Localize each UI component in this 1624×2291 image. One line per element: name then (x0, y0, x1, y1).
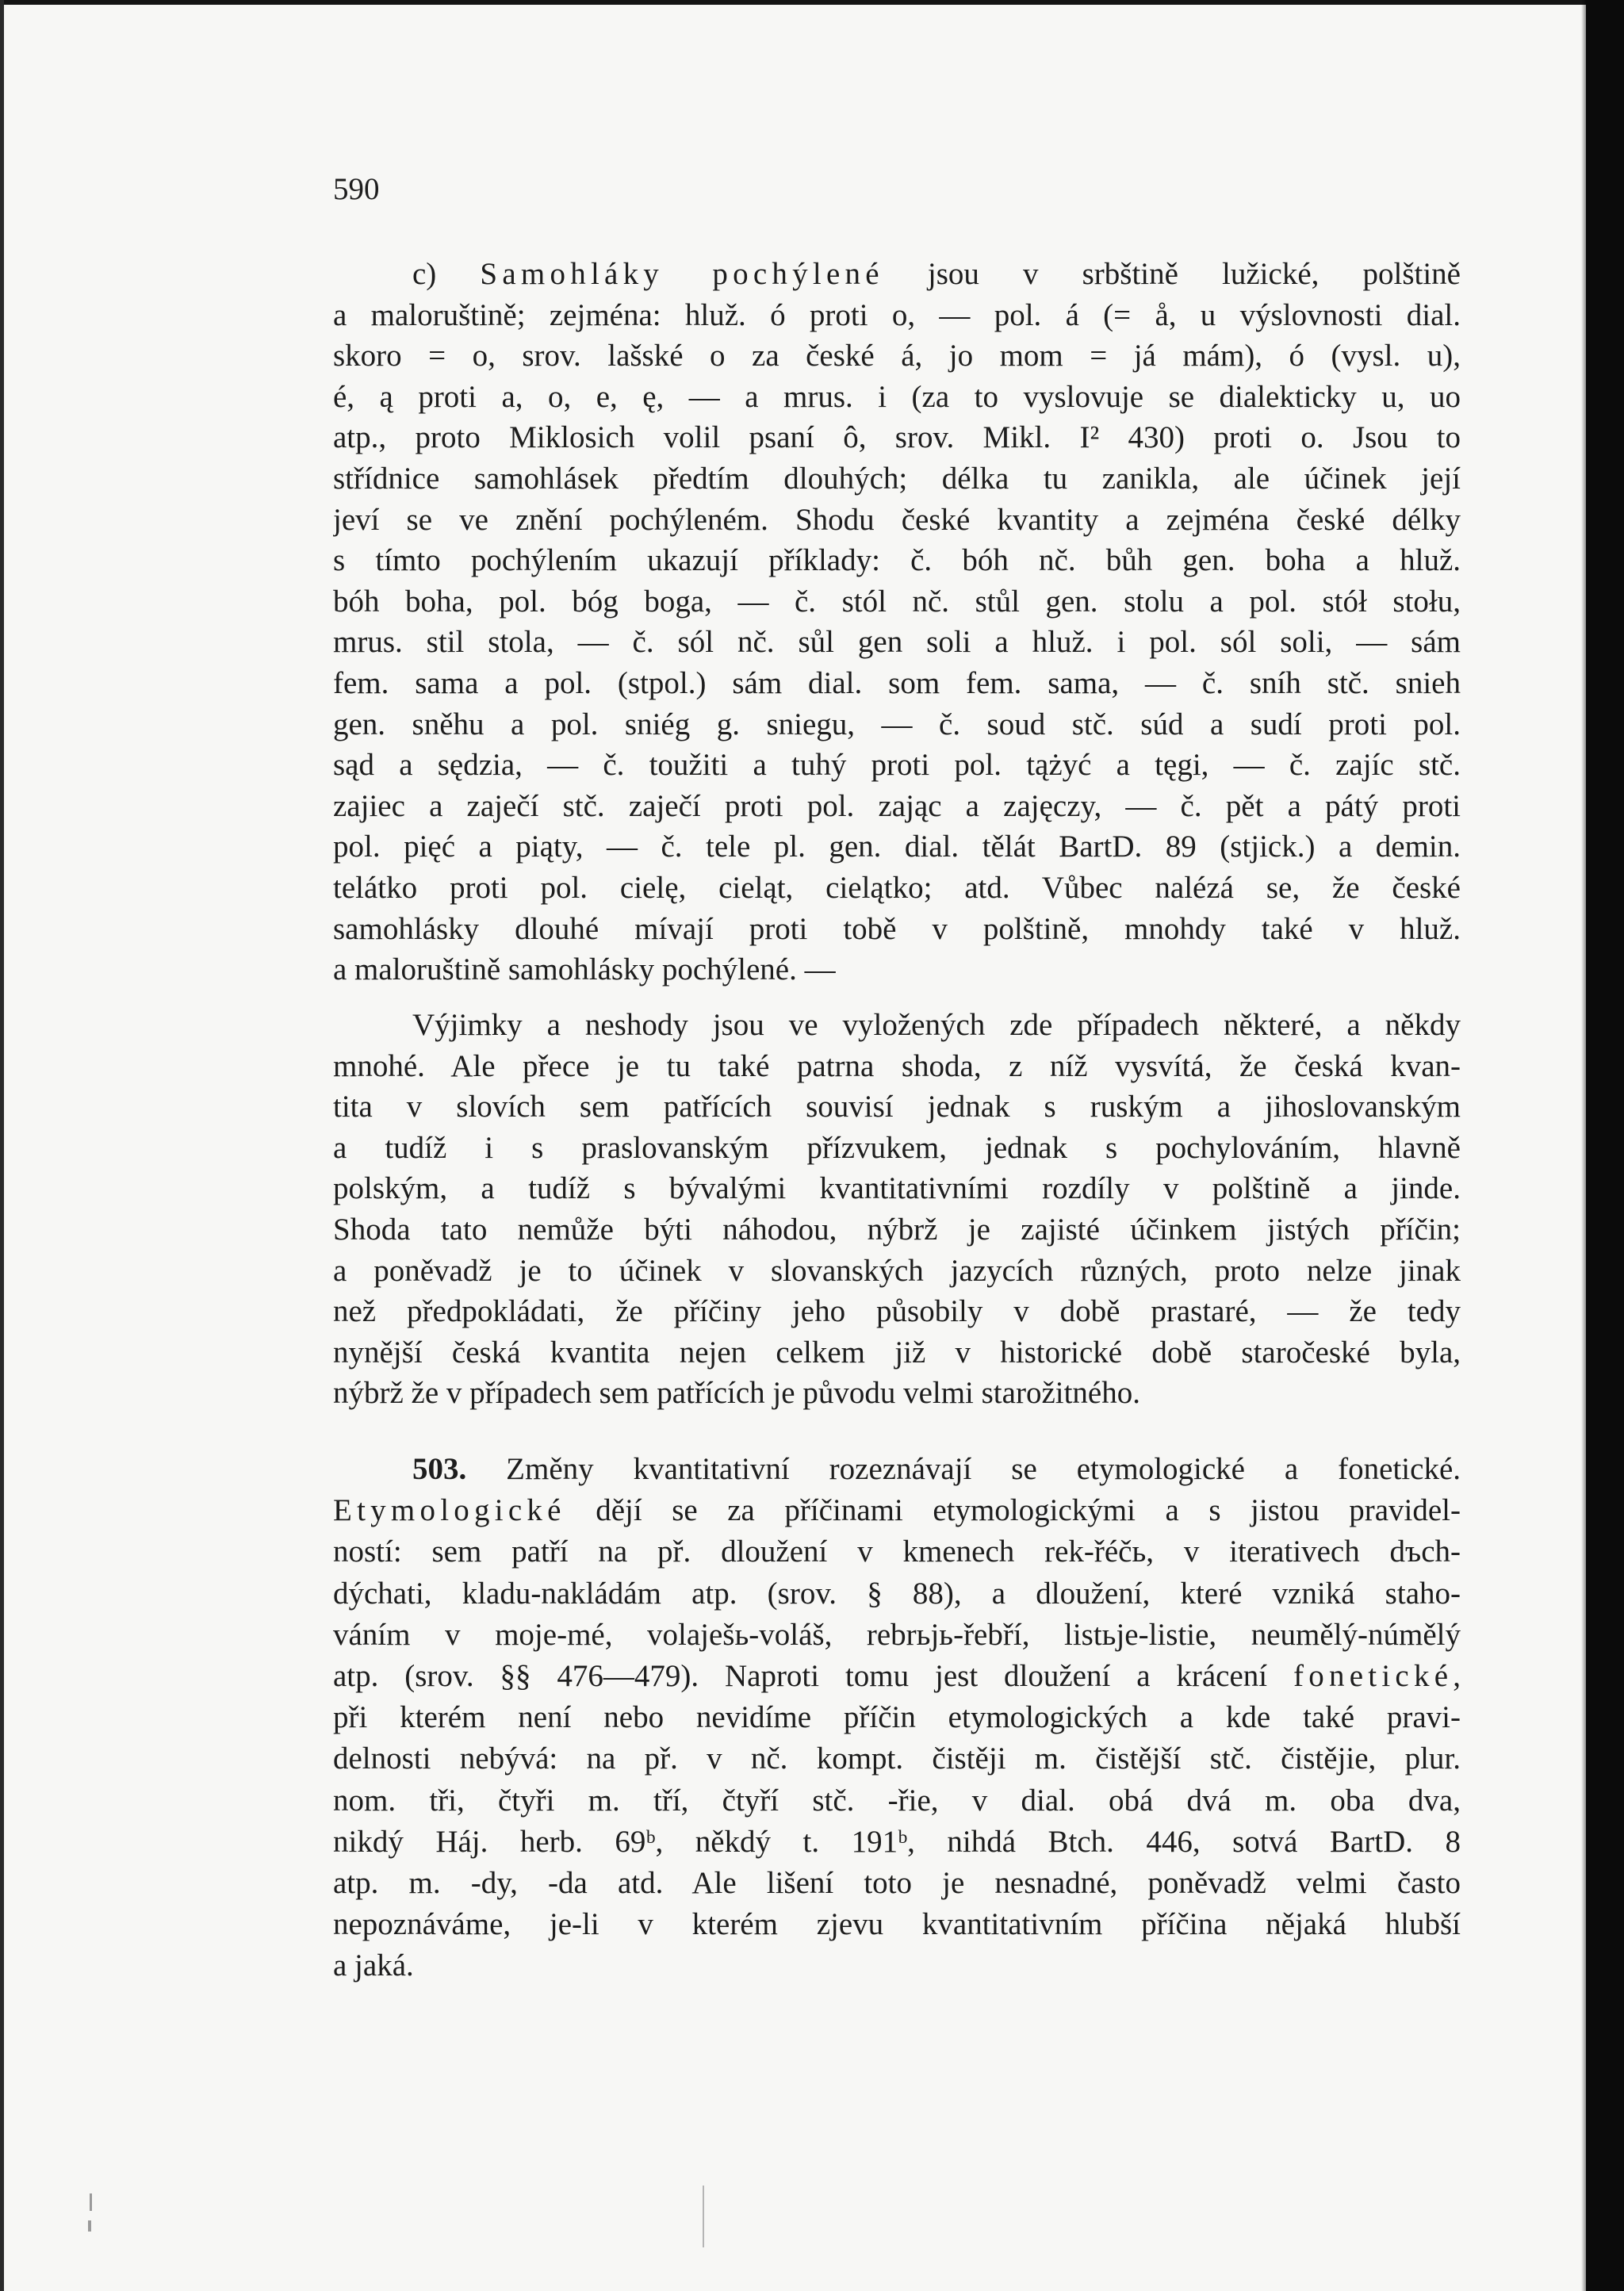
paragraph-1 (333, 254, 1461, 990)
text-line: a maloruštině; zejména: hluž. ó proti o, — pol. á (= å, u výslovnosti dial. (333, 297, 1461, 332)
text-line: zajiec a zaječí stč. zaječí proti pol. zając a zajęczy, — č. pět a pátý proti (333, 788, 1461, 823)
text-line: nom. tři, čtyři m. tří, čtyří stč. -řie, v dial. obá dvá m. oba dva, (333, 1783, 1461, 1818)
paragraph-3 (333, 1449, 1461, 1986)
scan-edge-right (1586, 0, 1624, 2291)
text-line: dýchati, kladu-nakládám atp. (srov. § 88), a dloužení, které vzniká staho- (333, 1576, 1461, 1611)
text-line: nýbrž že v případech sem patřících je původu velmi starožitného. (333, 1376, 1140, 1411)
page-number: 590 (333, 172, 380, 206)
text-segment: atp. (srov. §§ 476—479). Naproti tomu jest dloužení a krácení (333, 1658, 1293, 1693)
text-line: a jaká. (333, 1948, 414, 1983)
emphasized-term: Etymologické (333, 1493, 566, 1528)
text-segment: , (1453, 1658, 1461, 1693)
text-line: nikdý Háj. herb. 69ᵇ, někdý t. 191ᵇ, nihdá Btch. 446, sotvá BartD. 8 (333, 1824, 1461, 1859)
text-line: váním v moje-mé, volaješь-voláš, rebrьjь-řebří, listьje-listie, neumělý-númělý (333, 1617, 1461, 1652)
text-line (333, 254, 1461, 295)
scan-artifact (90, 2193, 92, 2211)
text-line: nepoznáváme, je-li v kterém zjevu kvantitativním příčina nějaká hlubší (333, 1907, 1461, 1942)
text-line (333, 1490, 1461, 1531)
text-line: Shoda tato nemůže býti náhodou, nýbrž je zajisté účinkem jistých příčin; (333, 1212, 1461, 1247)
text-segment: jsou v srbštině lužické, polštině (883, 257, 1461, 291)
text-line: při kterém není nebo nevidíme příčin etymologických a kde také pravi- (333, 1700, 1461, 1735)
text-line: střídnice samohlásek předtím dlouhých; délka tu zanikla, ale účinek její (333, 461, 1461, 496)
text-line (333, 1656, 1461, 1697)
text-line: než předpokládati, že příčiny jeho působily v době prastaré, — že tedy (333, 1294, 1461, 1329)
scan-edge-left (0, 0, 4, 2291)
text-line: mrus. stil stola, — č. sól nč. sůl gen soli a hluž. i pol. sól soli, — sám (333, 625, 1461, 660)
text-line (333, 1449, 1461, 1490)
text-segment: c) (412, 257, 481, 291)
text-line: samohlásky dlouhé mívají proti tobě v polštině, mnohdy také v hluž. (333, 911, 1461, 946)
scan-artifact (88, 2220, 91, 2232)
text-line: gen. sněhu a pol. sniég g. sniegu, — č. soud stč. súd a sudí proti pol. (333, 707, 1461, 741)
text-line: a maloruštině samohlásky pochýlené. — (333, 952, 836, 987)
scan-artifact (703, 2186, 704, 2247)
text-line: skoro = o, srov. lašské o za české á, jo mom = já mám), ó (vysl. u), (333, 339, 1461, 374)
text-line: sąd a sędzia, — č. toužiti a tuhý proti pol. tążyć a tęgi, — č. zajíc stč. (333, 748, 1461, 783)
text-segment: dějí se za příčinami etymologickými a s jistou pravidel- (565, 1493, 1461, 1528)
paragraph-2 (333, 1005, 1461, 1414)
text-line: mnohé. Ale přece je tu také patrna shoda, z níž vysvítá, že česká kvan- (333, 1048, 1461, 1083)
text-line: a poněvadž je to účinek v slovanských jazycích různých, proto nelze jinak (333, 1253, 1461, 1288)
scan-edge-top (0, 0, 1586, 5)
section-number: 503. (412, 1452, 467, 1486)
text-line: delnosti nebývá: na př. v nč. kompt. čistěji m. čistější stč. čistějie, plur. (333, 1741, 1461, 1776)
text-line: atp. m. -dy, -da atd. Ale lišení toto je nesnadné, poněvadž velmi často (333, 1865, 1461, 1900)
text-line: é, ą proti a, o, e, ę, — a mrus. i (za to vyslovuje se dialekticky u, uo (333, 379, 1461, 414)
emphasized-term: fonetické (1293, 1658, 1454, 1693)
emphasized-term: Samohláky pochýlené (480, 257, 884, 291)
text-line: fem. sama a pol. (stpol.) sám dial. som fem. sama, — č. sníh stč. snieh (333, 665, 1461, 700)
text-line: pol. pięć a piąty, — č. tele pl. gen. dial. tělát BartD. 89 (stjick.) a demin. (333, 829, 1461, 864)
text-line: s tímto pochýlením ukazují příklady: č. bóh nč. bůh gen. boha a hluž. (333, 543, 1461, 578)
text-line: tita v slovích sem patřících souvisí jednak s ruským a jihoslovanským (333, 1090, 1461, 1124)
text-line: ností: sem patří na př. dloužení v kmenech rek-řéčь, v iterativech dъch- (333, 1534, 1461, 1569)
text-line: Výjimky a neshody jsou ve vyložených zde případech některé, a někdy (412, 1008, 1461, 1042)
text-line: jeví se ve znění pochýleném. Shodu české kvantity a zejména české délky (333, 502, 1461, 537)
text-line: bóh boha, pol. bóg boga, — č. stól nč. stůl gen. stolu a pol. stół stołu, (333, 584, 1461, 619)
text-line: telátko proti pol. cielę, cieląt, cielątko; atd. Vůbec nalézá se, že české (333, 870, 1461, 905)
text-line: nynější česká kvantita nejen celkem již v historické době staročeské byla, (333, 1335, 1461, 1370)
text-line: atp., proto Miklosich volil psaní ô, srov. Mikl. I² 430) proti o. Jsou to (333, 420, 1461, 455)
text-segment: Změny kvantitativní rozeznávají se etymologické a fonetické. (466, 1452, 1461, 1486)
text-line: a tudíž i s praslovanským přízvukem, jednak s pochylováním, hlavně (333, 1130, 1461, 1165)
text-line: polským, a tudíž s bývalými kvantitativními rozdíly v polštině a jinde. (333, 1171, 1461, 1206)
